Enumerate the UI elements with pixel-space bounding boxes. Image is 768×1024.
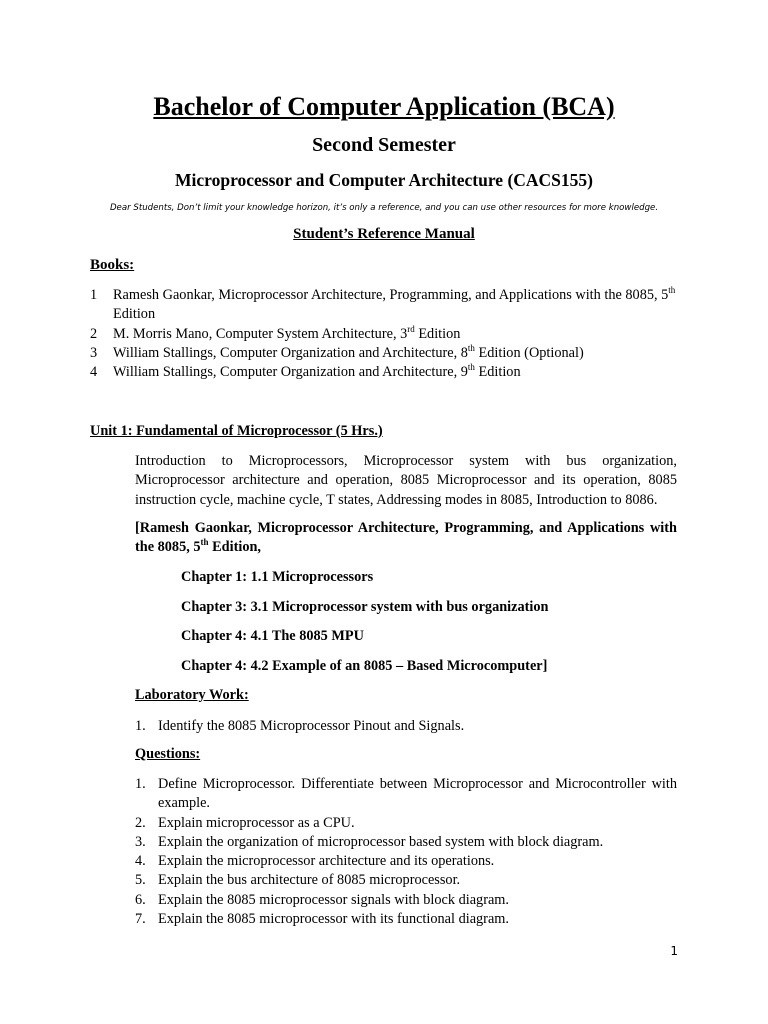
lab-heading: Laboratory Work:	[135, 687, 249, 703]
question-text: Explain the 8085 microprocessor signals with block diagram.	[158, 891, 509, 908]
book-sup: th	[668, 285, 676, 296]
lab-item	[135, 717, 677, 736]
book-text: William Stallings, Computer Organization and Architecture, 9	[113, 364, 468, 381]
lab-item-number: 1.	[135, 718, 146, 734]
reference-text: [Ramesh Gaonkar, Microprocessor Architecture, Programming, and Applications with the 8085, 5	[135, 520, 677, 556]
question-number: 2.	[135, 814, 146, 831]
chapter-item: Chapter 4: 4.2 Example of an 8085 – Based Microcomputer]	[181, 658, 548, 674]
book-number: 2	[90, 325, 98, 342]
question-item	[135, 814, 677, 833]
question-item	[135, 852, 677, 871]
question-number: 4.	[135, 853, 146, 870]
student-note: Dear Students, Don’t limit your knowledge horizon, it’s only a reference, and you can use other resources for more knowledge.	[109, 203, 659, 213]
book-text: Ramesh Gaonkar, Microprocessor Architecture, Programming, and Applications with the 8085, 5	[113, 287, 669, 303]
books-heading: Books:	[90, 257, 135, 273]
book-item	[90, 325, 690, 344]
lab-list	[135, 717, 677, 736]
book-text: William Stallings, Computer Organization and Architecture, 8	[113, 344, 468, 361]
lab-item-text: Identify the 8085 Microprocessor Pinout and Signals.	[158, 718, 465, 734]
book-number: 1	[90, 287, 98, 303]
question-text: Explain the microprocessor architecture and its operations.	[158, 853, 495, 870]
manual-heading: Student’s Reference Manual	[293, 226, 475, 242]
question-number: 5.	[135, 872, 146, 889]
reference-text-end: Edition,	[208, 539, 261, 556]
book-number: 3	[90, 344, 98, 361]
question-number: 1.	[135, 776, 146, 792]
chapter-item: Chapter 1: 1.1 Microprocessors	[181, 569, 374, 585]
question-text: Explain the bus architecture of 8085 microprocessor.	[158, 872, 461, 889]
question-number: 3.	[135, 833, 146, 850]
question-item	[135, 910, 677, 929]
unit-heading: Unit 1: Fundamental of Microprocessor (5 Hrs.)	[90, 423, 383, 439]
unit-intro: Introduction to Microprocessors, Microprocessor system with bus organization, Microprocessor architecture and operation, 8085 Microprocessor and its operation, 8085 instruction cycle, machine cycle, T states, Addressing modes in 8085, Introduction to 8086.	[135, 453, 677, 508]
chapter-item: Chapter 3: 3.1 Microprocessor system with bus organization	[181, 599, 549, 615]
course-heading: Microprocessor and Computer Architecture (CACS155)	[174, 170, 593, 190]
books-list	[90, 286, 690, 382]
book-item	[90, 286, 690, 325]
book-text-end: Edition	[474, 364, 521, 381]
book-item	[90, 344, 690, 363]
chapter-item: Chapter 4: 4.1 The 8085 MPU	[181, 628, 364, 644]
book-item	[90, 363, 690, 382]
page-number: 1	[670, 944, 678, 958]
question-number: 6.	[135, 891, 146, 908]
book-text-end: Edition (Optional)	[474, 344, 584, 361]
book-number: 4	[90, 364, 98, 381]
question-item	[135, 891, 677, 910]
question-text: Define Microprocessor. Differentiate between Microprocessor and Microcontroller with example.	[158, 776, 677, 812]
question-item	[135, 833, 677, 852]
document-title: Bachelor of Computer Application (BCA)	[153, 92, 615, 121]
semester-heading: Second Semester	[312, 134, 456, 156]
question-number: 7.	[135, 911, 146, 928]
question-text: Explain microprocessor as a CPU.	[158, 814, 355, 831]
book-sup: th	[467, 343, 475, 354]
book-sup: rd	[407, 323, 415, 334]
question-text: Explain the organization of microprocessor based system with block diagram.	[158, 833, 604, 850]
book-text: M. Morris Mano, Computer System Architecture, 3	[113, 325, 408, 342]
question-item	[135, 775, 677, 814]
question-item	[135, 871, 677, 890]
reference-sup: th	[200, 537, 209, 548]
unit-reference	[135, 519, 677, 558]
questions-heading: Questions:	[135, 746, 201, 762]
book-text-end: Edition	[414, 325, 461, 342]
book-sup: th	[467, 362, 475, 373]
questions-list	[135, 775, 677, 929]
book-text-end: Edition	[113, 306, 156, 323]
question-text: Explain the 8085 microprocessor with its functional diagram.	[158, 911, 509, 928]
